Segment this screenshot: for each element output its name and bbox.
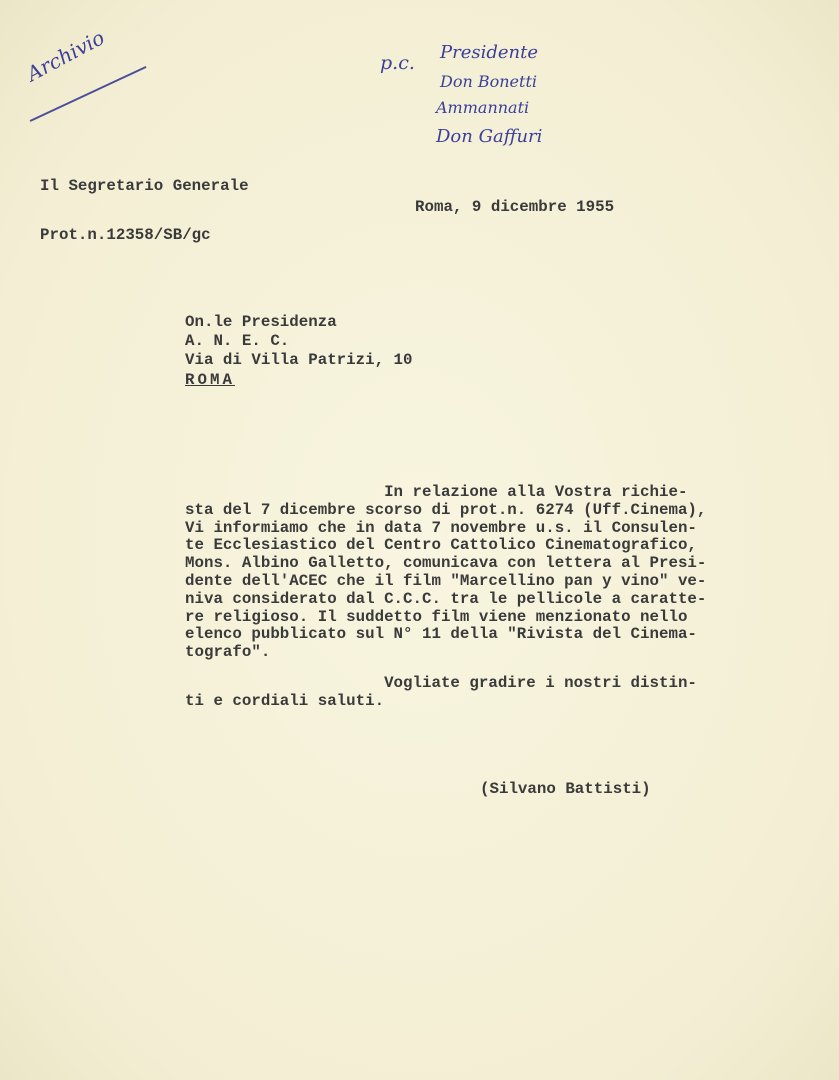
body-line: dente dell'ACEC che il film "Marcellino pan y vino" ve- (185, 572, 707, 590)
protocol-number: Prot.n.12358/SB/gc (40, 226, 211, 244)
body-line: Mons. Albino Galletto, comunicava con lettera al Presi- (185, 554, 707, 573)
recipient-line: Via di Villa Patrizi, 10 (185, 351, 413, 369)
recipient-line: On.le Presidenza (185, 313, 337, 331)
body-line: sta del 7 dicembre scorso di prot.n. 6274 (Uff.Cinema), (185, 500, 707, 519)
body-line: niva considerato dal C.C.C. tra le pellicole a caratte- (185, 589, 707, 608)
body-line: Vogliate gradire i nostri distin- (185, 674, 697, 692)
body-line: tografo". (185, 643, 271, 662)
body-line: ti e cordiali saluti. (185, 691, 385, 710)
cc-item: Presidente (440, 42, 539, 63)
cc-prefix: p.c. (380, 52, 415, 74)
body-line: In relazione alla Vostra richie- (185, 483, 688, 501)
body-line: te Ecclesiastico del Centro Cattolico Cinematografico, (185, 536, 697, 555)
recipient-city: ROMA (185, 371, 235, 389)
archive-handwritten-note: Archivio (22, 25, 109, 86)
body-line: elenco pubblicato sul N° 11 della "Rivista del Cinema- (185, 625, 697, 644)
signature: (Silvano Battisti) (480, 780, 651, 798)
place-date: Roma, 9 dicembre 1955 (415, 198, 615, 216)
body-line: Vi informiamo che in data 7 novembre u.s. il Consulen- (185, 518, 697, 537)
cc-item: Don Bonetti (440, 72, 537, 91)
body-line: re religioso. Il suddetto film viene menzionato nello (185, 607, 688, 626)
sender-title: Il Segretario Generale (40, 177, 249, 195)
recipient-line: A. N. E. C. (185, 332, 290, 350)
cc-item: Ammannati (436, 98, 530, 117)
cc-item: Don Gaffuri (436, 126, 543, 147)
